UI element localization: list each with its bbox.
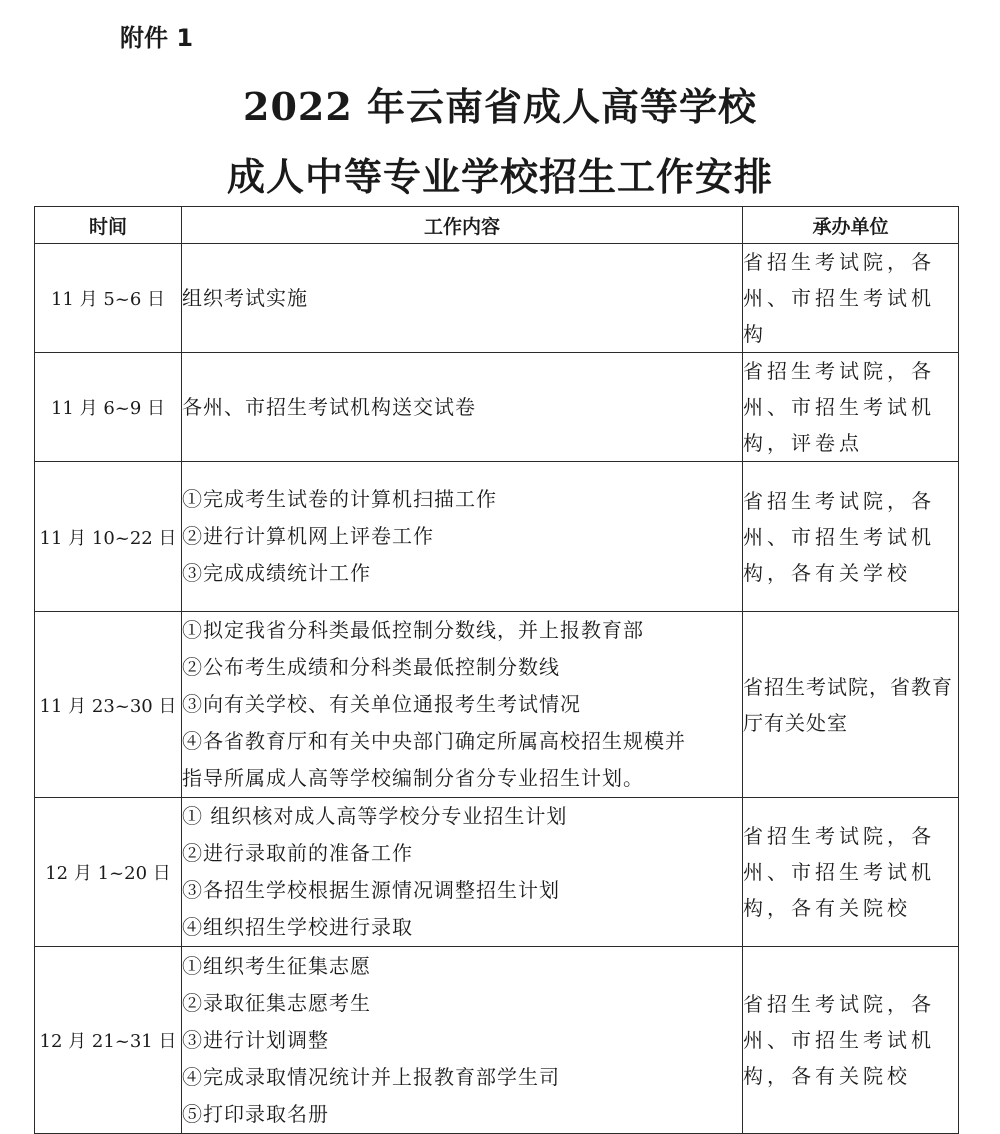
row-time: 11 月 23~30 日 (35, 612, 182, 798)
table-row (35, 244, 959, 353)
header-unit: 承办单位 (743, 207, 959, 244)
content-line: ① 组织核对成人高等学校分专业招生计划 (182, 804, 568, 828)
content-line: ②公布考生成绩和分科类最低控制分数线 (182, 655, 560, 679)
content-line: ⑤打印录取名册 (182, 1101, 329, 1126)
content-line: ②进行计算机网上评卷工作 (182, 524, 434, 548)
content-line: ③进行计划调整 (182, 1027, 329, 1052)
content-line: ③各招生学校根据生源情况调整招生计划 (182, 878, 560, 902)
document-title-line-2: 成人中等专业学校招生工作安排 (226, 154, 773, 199)
table-row (35, 462, 959, 612)
content-line: ④完成录取情况统计并上报教育部学生司 (182, 1064, 560, 1089)
row-unit: 省招生考试院，省教育厅有关处室 (743, 612, 959, 798)
row-time: 12 月 21~31 日 (35, 947, 182, 1134)
row-unit: 省招生考试院，各州、市招生考试机构，各有关院校 (743, 798, 959, 947)
content-line: ①组织考生征集志愿 (182, 953, 371, 978)
content-line: ③向有关学校、有关单位通报考生考试情况 (182, 692, 581, 716)
row-time: 12 月 1~20 日 (35, 798, 182, 947)
row-content (182, 244, 743, 353)
header-time: 时间 (35, 207, 182, 244)
table-row (35, 798, 959, 947)
table-row (35, 353, 959, 462)
content-line: ②进行录取前的准备工作 (182, 841, 413, 865)
table-row (35, 612, 959, 798)
row-content (182, 612, 743, 798)
row-unit: 省招生考试院，各州、市招生考试机构，各有关院校 (743, 947, 959, 1134)
row-content (182, 462, 743, 612)
row-time: 11 月 5~6 日 (35, 244, 182, 353)
row-unit: 省招生考试院，各州、市招生考试机构，各有关学校 (743, 462, 959, 612)
schedule-table (34, 206, 959, 1134)
content-line: 指导所属成人高等学校编制分省分专业招生计划。 (182, 766, 644, 790)
row-content (182, 353, 743, 462)
content-line: ④组织招生学校进行录取 (182, 915, 413, 939)
content-line: ③完成成绩统计工作 (182, 561, 371, 585)
row-content (182, 947, 743, 1134)
document-title-line-1: 2022 年云南省成人高等学校 (243, 84, 757, 129)
content-line: ①拟定我省分科类最低控制分数线，并上报教育部 (182, 618, 644, 642)
content-line: 各州、市招生考试机构送交试卷 (182, 394, 476, 419)
header-content: 工作内容 (182, 207, 743, 244)
attachment-label: 附件 1 (120, 24, 194, 52)
table-header-row (35, 207, 959, 244)
row-unit: 省招生考试院，各州、市招生考试机构，评卷点 (743, 353, 959, 462)
row-unit: 省招生考试院，各州、市招生考试机构 (743, 244, 959, 353)
content-line: ①完成考生试卷的计算机扫描工作 (182, 487, 497, 511)
content-line: ②录取征集志愿考生 (182, 990, 371, 1015)
row-content (182, 798, 743, 947)
content-line: 组织考试实施 (182, 285, 308, 310)
content-line: ④各省教育厅和有关中央部门确定所属高校招生规模并 (182, 729, 686, 753)
row-time: 11 月 6~9 日 (35, 353, 182, 462)
table-row (35, 947, 959, 1134)
row-time: 11 月 10~22 日 (35, 462, 182, 612)
